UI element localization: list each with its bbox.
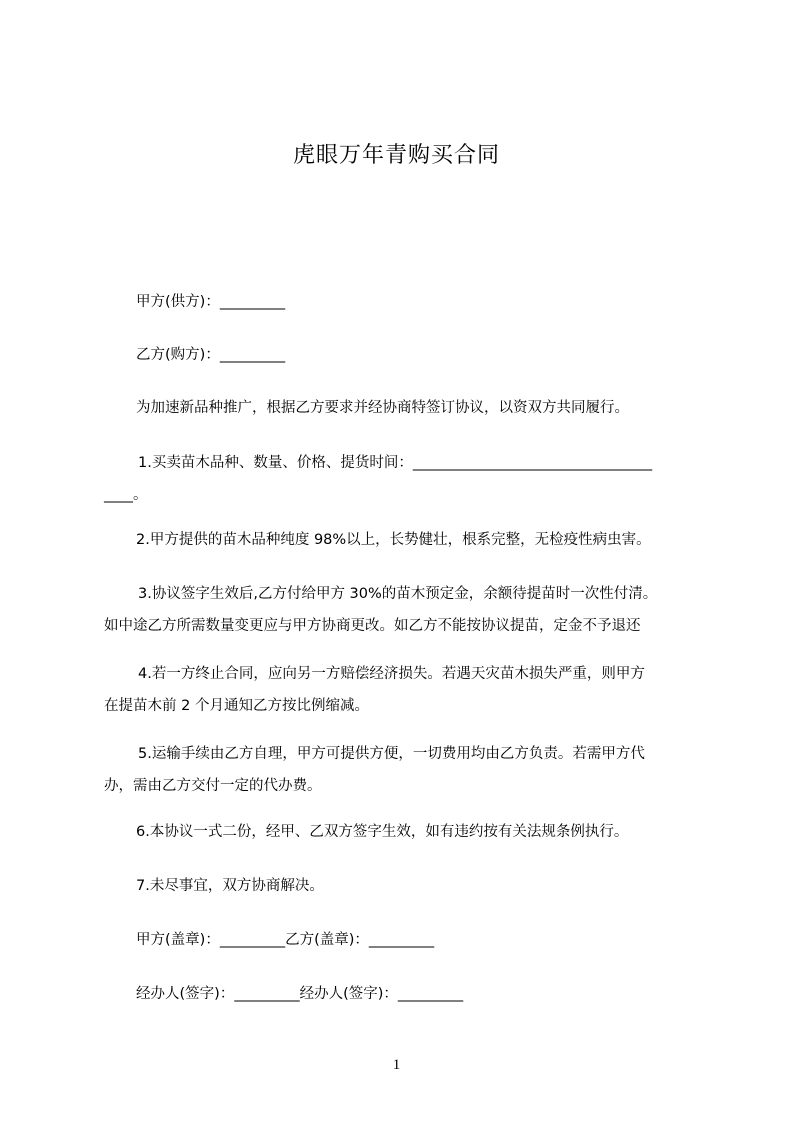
signer-line: 经办人(签字)：_________经办人(签字)：_________	[136, 986, 464, 1002]
clause-3-line-1: 3.协议签字生效后,乙方付给甲方 30%的苗木预定金，余额待提苗时一次性付清。	[138, 586, 658, 602]
clause-4	[104, 664, 701, 716]
clause-1-line-1: 1.买卖苗木品种、数量、价格、提货时间：_________________________________	[138, 455, 653, 471]
clause-1-line-2: ____。	[104, 487, 148, 503]
clause-1	[104, 453, 701, 505]
clause-4-line-1: 4.若一方终止合同，应向另一方赔偿经济损失。若遇天灾苗木损失严重，则甲方	[138, 666, 645, 682]
clause-5	[104, 744, 701, 796]
party-b-line: 乙方(购方)：_________	[136, 347, 286, 363]
seal-line: 甲方(盖章)：_________乙方(盖章)：_________	[136, 932, 435, 948]
document-title: 虎眼万年青购买合同	[292, 143, 500, 168]
clause-2: 2.甲方提供的苗木品种纯度 98%以上，长势健壮，根系完整，无检疫性病虫害。	[136, 532, 651, 548]
clause-7: 7.未尽事宜，双方协商解决。	[136, 878, 324, 894]
intro-paragraph: 为加速新品种推广，根据乙方要求并经协商特签订协议，以资双方共同履行。	[136, 400, 629, 416]
party-a-line: 甲方(供方)：_________	[136, 294, 286, 310]
clause-3-line-2: 如中途乙方所需数量变更应与甲方协商更改。如乙方不能按协议提苗，定金不予退还	[104, 618, 641, 634]
clause-4-line-2: 在提苗木前 2 个月通知乙方按比例缩减。	[104, 698, 369, 714]
clause-3	[104, 584, 701, 636]
clause-5-line-2: 办，需由乙方交付一定的代办费。	[104, 778, 322, 794]
clause-6: 6.本协议一式二份，经甲、乙双方签字生效，如有违约按有关法规条例执行。	[136, 824, 629, 840]
clause-5-line-1: 5.运输手续由乙方自理，甲方可提供方便，一切费用均由乙方负责。若需甲方代	[138, 746, 645, 762]
page-number: 1	[392, 1057, 401, 1073]
